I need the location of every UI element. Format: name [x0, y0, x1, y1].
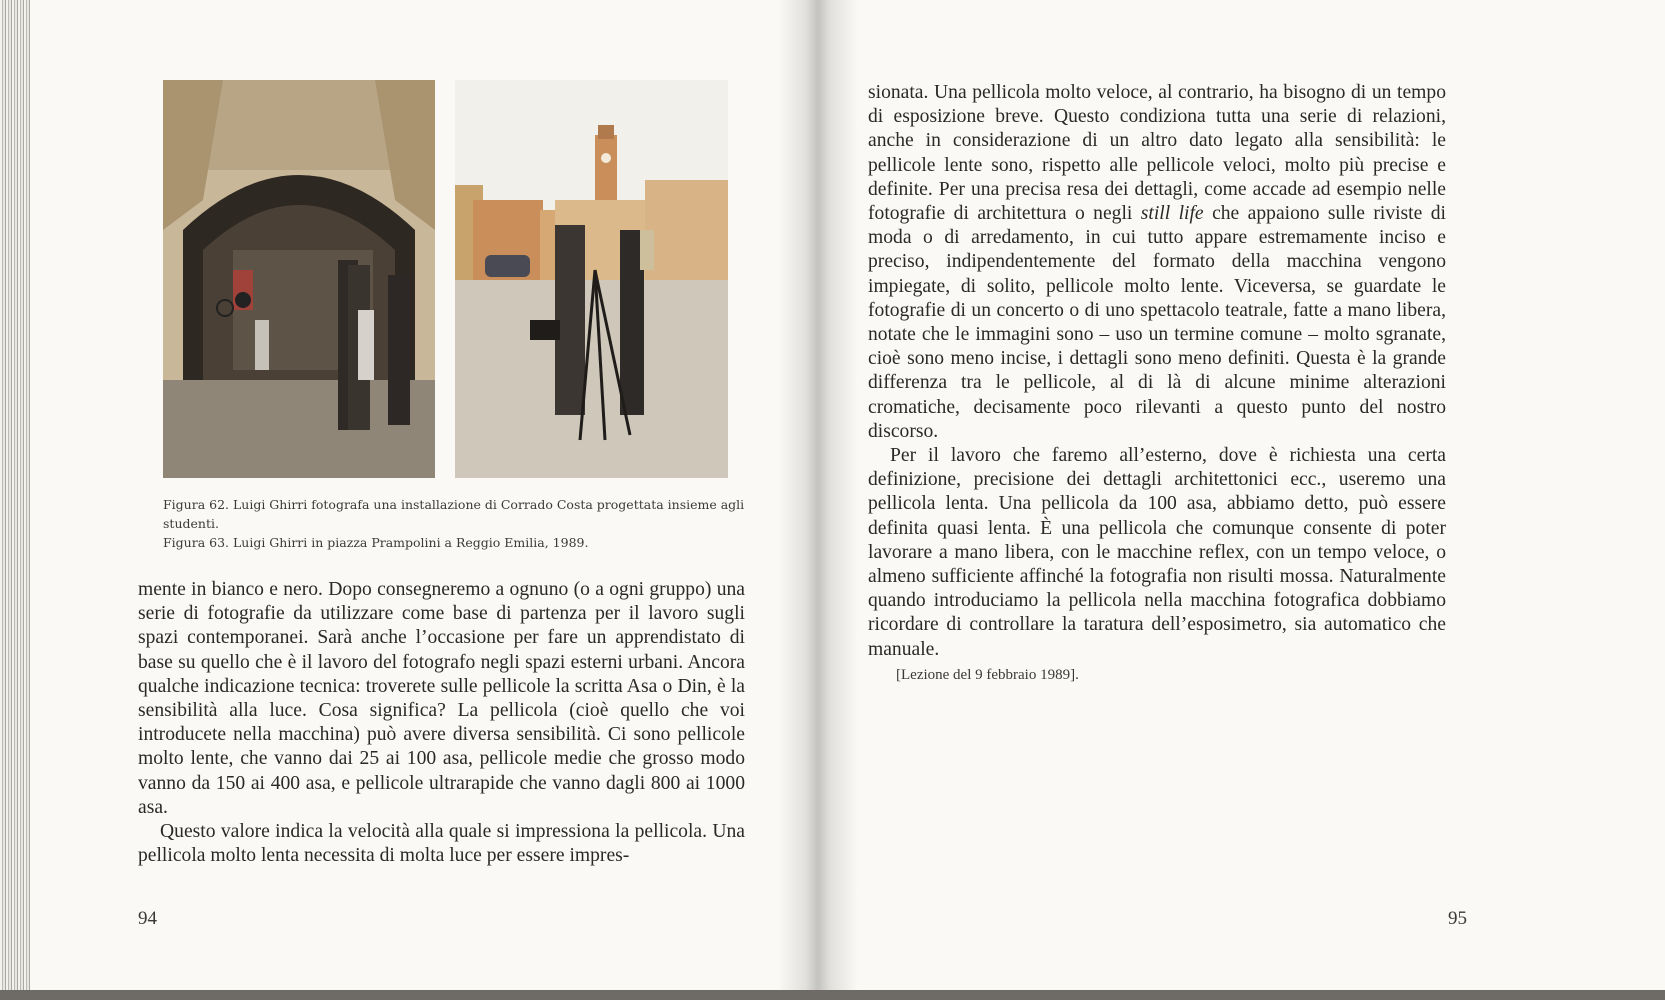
right-body-text [868, 81, 1446, 662]
left-paragraph-1: mente in bianco e nero. Dopo consegneremo a ognuno (o a ogni gruppo) una serie di fotografie da utilizzare come base di partenza per il lavoro sugli spazi contemporanei. Sarà anche l’occasione per fare un apprendistato di base su quello che è il lavoro del fotografo negli spazi esterni urbani. Ancora qualche indicazione tecnica: troverete sulle pellicole la scritta Asa o Din, è la sensibilità alla luce. Cosa significa? La pellicola (cioè quello che voi introducete nella macchina) può avere diversa sensibilità. Ci sono pellicole molto lente, che vanno dai 25 ai 100 asa, pellicole medie che grosso modo vanno da 150 ai 400 asa, e pellicole ultrarapide che vanno dagli 800 ai 1000 asa. [138, 579, 745, 818]
bottom-edge [0, 990, 1665, 1000]
caption-figura-62: Figura 62. Luigi Ghirri fotografa una installazione di Corrado Costa progettata insieme agli studenti. [163, 497, 745, 531]
lecture-note: [Lezione del 9 febbraio 1989]. [896, 667, 1079, 683]
right-paragraph-1 [868, 81, 1446, 444]
right-paragraph-2: Per il lavoro che faremo all’esterno, dove è richiesta una certa definizione, precisione dei dettagli architettonici ecc., useremo una pellicola lenta. Una pellicola da 100 asa, abbiamo detto, può essere definita quasi lenta. È una pellicola che comunque consente di poter lavorare a mano libera, con le macchine reflex, con un tempo veloce, o almeno sufficiente affinché la fotografia non risulti mossa. Naturalmente quando introduciamo la pellicola nella macchina fotografica dobbiamo ricordare di controllare la taratura dell’esposimetro, sia automatico che manuale. [868, 445, 1446, 660]
right-paragraph-1-part-a: sionata. Una pellicola molto veloce, al contrario, ha bisogno di un tempo di esposizione breve. Questo condiziona tutta una serie di relazioni, anche in considerazione di un altro dato legato alla sensibilità: le pellicole lente sono, rispetto alle pellicole veloci, molto più precise e definite. Per una precisa resa dei dettagli, come accade ad esempio nelle fotografie di architettura o negli [868, 82, 1446, 225]
figure-caption [163, 495, 748, 552]
right-page [808, 0, 1665, 994]
left-paragraph-2: Questo valore indica la velocità alla quale si impressiona la pellicola. Una pellicola molto lenta necessita di molta luce per essere impres- [138, 821, 745, 867]
left-body-text [138, 578, 745, 868]
caption-figura-63: Figura 63. Luigi Ghirri in piazza Prampolini a Reggio Emilia, 1989. [163, 535, 589, 550]
italic-still-life: still life [1140, 203, 1204, 225]
page-number-right: 95 [1448, 908, 1467, 929]
figure-62-photo [163, 80, 435, 478]
left-page [18, 0, 808, 994]
page-number-left: 94 [138, 908, 157, 929]
figure-63-photo [455, 80, 728, 478]
right-paragraph-1-part-b: che appaiono sulle riviste di moda o di arredamento, in cui tutto appare estremamente inciso e preciso, indipendentemente del formato della macchina vengono impiegate, di solito, pellicole molto lente. Viceversa, se guardate le fotografie di un concerto o di uno spettacolo teatrale, fatte a mano libera, notate che le immagini sono – uso un termine comune – molto sgranate, cioè sono meno incise, i dettagli sono meno definiti. Questa è la grande differenza tra le pellicole, al di là di alcune minime alterazioni cromatiche, decisamente poco rilevanti a questo punto del nostro discorso. [868, 203, 1446, 442]
